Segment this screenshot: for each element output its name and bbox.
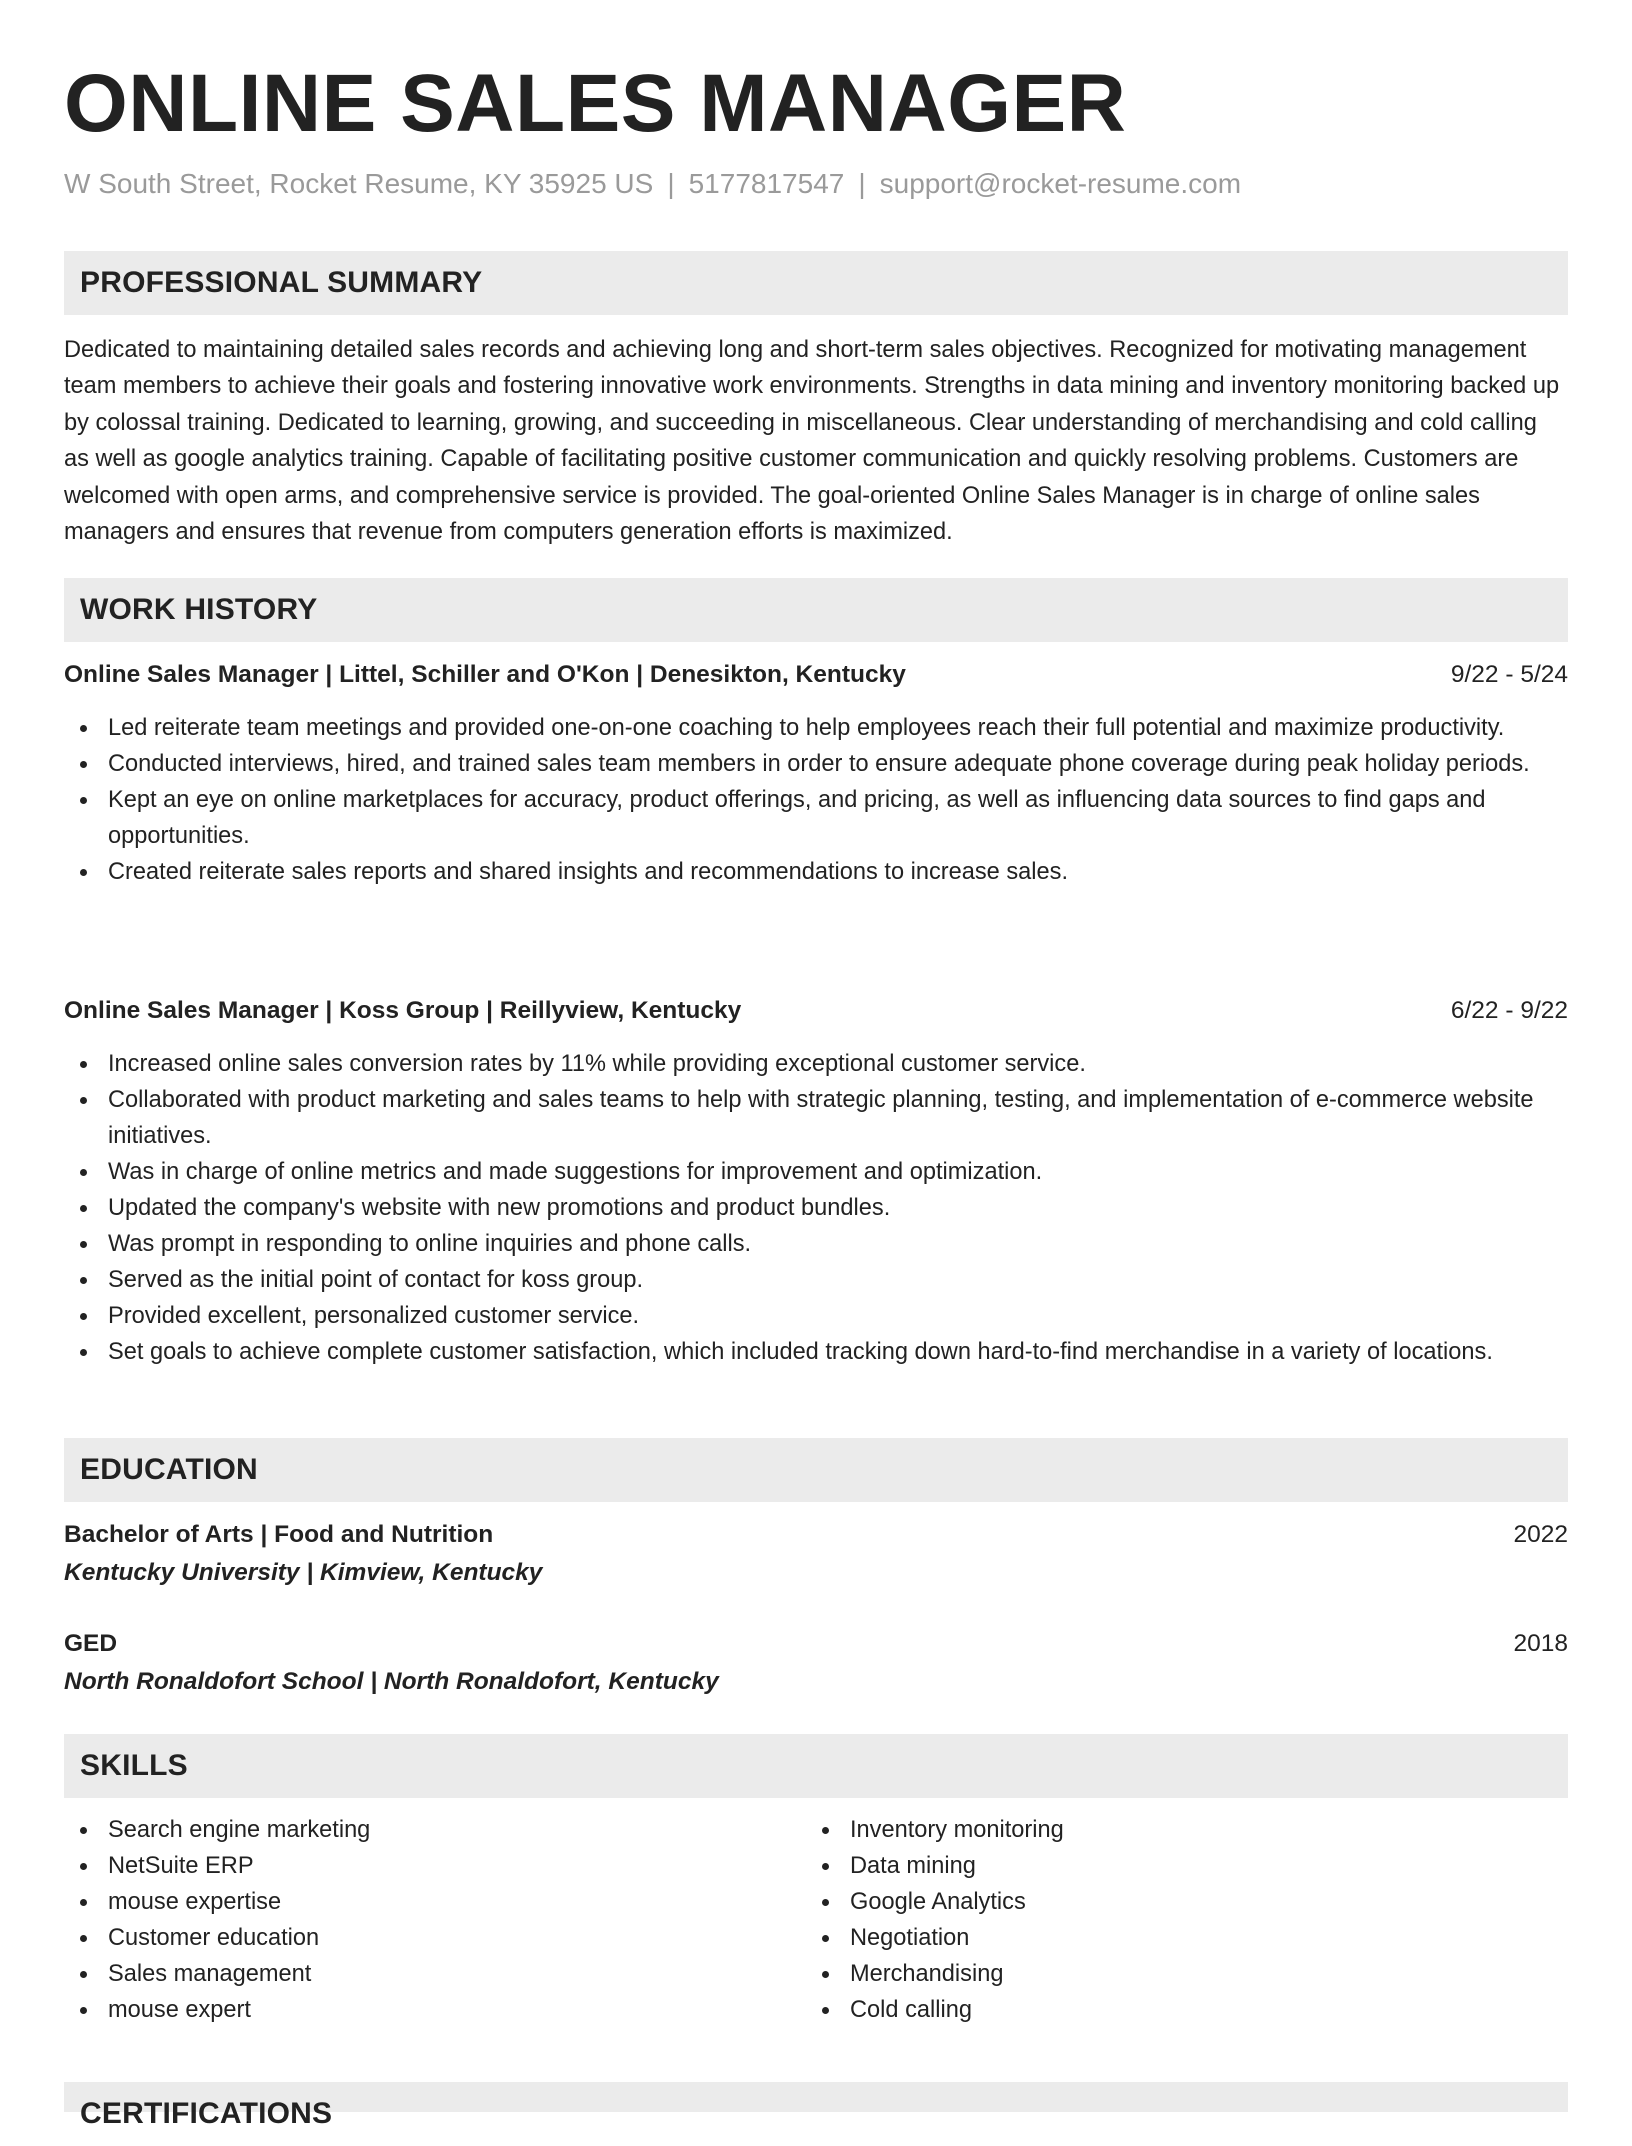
skill-item: Merchandising [806, 1956, 1506, 1992]
skill-item: Negotiation [806, 1920, 1506, 1956]
list-item: Provided excellent, personalized customer service. [64, 1298, 1568, 1334]
skill-item: Customer education [64, 1920, 764, 1956]
job-dates: 6/22 - 9/22 [1450, 997, 1568, 1024]
section-title: EDUCATION [80, 1453, 258, 1486]
list-item: Conducted interviews, hired, and trained sales team members in order to ensure adequate phone coverage during peak holiday periods. [64, 746, 1568, 782]
skill-item: Search engine marketing [64, 1812, 764, 1848]
list-item: Kept an eye on online marketplaces for accuracy, product offerings, and pricing, as well as influencing data sources to find gaps and opportunities. [64, 782, 1568, 854]
education-degree: GED [64, 1630, 118, 1657]
contact-email: support@rocket-resume.com [879, 168, 1242, 199]
education-year: 2018 [1513, 1630, 1568, 1657]
contact-separator: | [667, 168, 675, 199]
education-degree: Bachelor of Arts | Food and Nutrition [64, 1521, 494, 1548]
section-header-education [64, 1438, 1568, 1502]
section-title: SKILLS [80, 1749, 188, 1782]
list-item: Set goals to achieve complete customer satisfaction, which included tracking down hard-to-find merchandise in a variety of locations. [64, 1334, 1568, 1370]
skill-item: Sales management [64, 1956, 764, 1992]
skill-item: NetSuite ERP [64, 1848, 764, 1884]
job-heading [64, 657, 1568, 693]
education-school: North Ronaldofort School | North Ronaldofort, Kentucky [64, 1668, 719, 1695]
section-header-skills [64, 1734, 1568, 1798]
section-title: CERTIFICATIONS [80, 2097, 333, 2130]
skill-item: mouse expert [64, 1992, 764, 2028]
job-title: Online Sales Manager | Littel, Schiller and O'Kon | Denesikton, Kentucky [64, 661, 906, 688]
skills-list-left [64, 1812, 764, 2028]
list-item: Led reiterate team meetings and provided one-on-one coaching to help employees reach their full potential and maximize productivity. [64, 710, 1568, 746]
list-item: Increased online sales conversion rates by 11% while providing exceptional customer service. [64, 1046, 1568, 1082]
skill-item: mouse expertise [64, 1884, 764, 1920]
skill-item: Data mining [806, 1848, 1506, 1884]
section-title: PROFESSIONAL SUMMARY [80, 266, 483, 299]
job-heading [64, 993, 1568, 1029]
contact-separator: | [858, 168, 866, 199]
contact-address: W South Street, Rocket Resume, KY 35925 US [64, 168, 654, 199]
list-item: Collaborated with product marketing and sales teams to help with strategic planning, testing, and implementation of e-commerce website initiatives. [64, 1082, 1568, 1154]
skill-item: Inventory monitoring [806, 1812, 1506, 1848]
education-school: Kentucky University | Kimview, Kentucky [64, 1559, 543, 1586]
skill-item: Google Analytics [806, 1884, 1506, 1920]
section-header-summary [64, 251, 1568, 315]
skill-item: Cold calling [806, 1992, 1506, 2028]
list-item: Updated the company's website with new promotions and product bundles. [64, 1190, 1568, 1226]
resume-title: ONLINE SALES MANAGER [64, 58, 1127, 149]
contact-phone: 5177817547 [688, 168, 845, 199]
section-header-certifications [64, 2082, 1568, 2130]
job-dates: 9/22 - 5/24 [1450, 661, 1568, 688]
list-item: Served as the initial point of contact for koss group. [64, 1262, 1568, 1298]
job-bullets [64, 1046, 1568, 1370]
list-item: Created reiterate sales reports and shared insights and recommendations to increase sales. [64, 854, 1568, 890]
list-item: Was prompt in responding to online inquiries and phone calls. [64, 1226, 1568, 1262]
contact-line [64, 166, 1241, 202]
skills-list-right [806, 1812, 1506, 2028]
education-year: 2022 [1513, 1521, 1568, 1548]
job-title: Online Sales Manager | Koss Group | Reillyview, Kentucky [64, 997, 742, 1024]
job-bullets [64, 710, 1568, 890]
section-title: WORK HISTORY [80, 593, 318, 626]
section-header-work-history [64, 578, 1568, 642]
summary-text: Dedicated to maintaining detailed sales records and achieving long and short-term sales objectives. Recognized for motivating management team members to achieve their goals and fostering innovative work environments. Strengths in data mining and inventory monitoring backed up by colossal training. Dedicated to learning, growing, and succeeding in miscellaneous. Clear understanding of merchandising and cold calling as well as google analytics training. Capable of facilitating positive customer communication and quickly resolving problems. Customers are welcomed with open arms, and comprehensive service is provided. The goal-oriented Online Sales Manager is in charge of online sales managers and ensures that revenue from computers generation efforts is maximized. [64, 337, 1560, 546]
list-item: Was in charge of online metrics and made suggestions for improvement and optimization. [64, 1154, 1568, 1190]
